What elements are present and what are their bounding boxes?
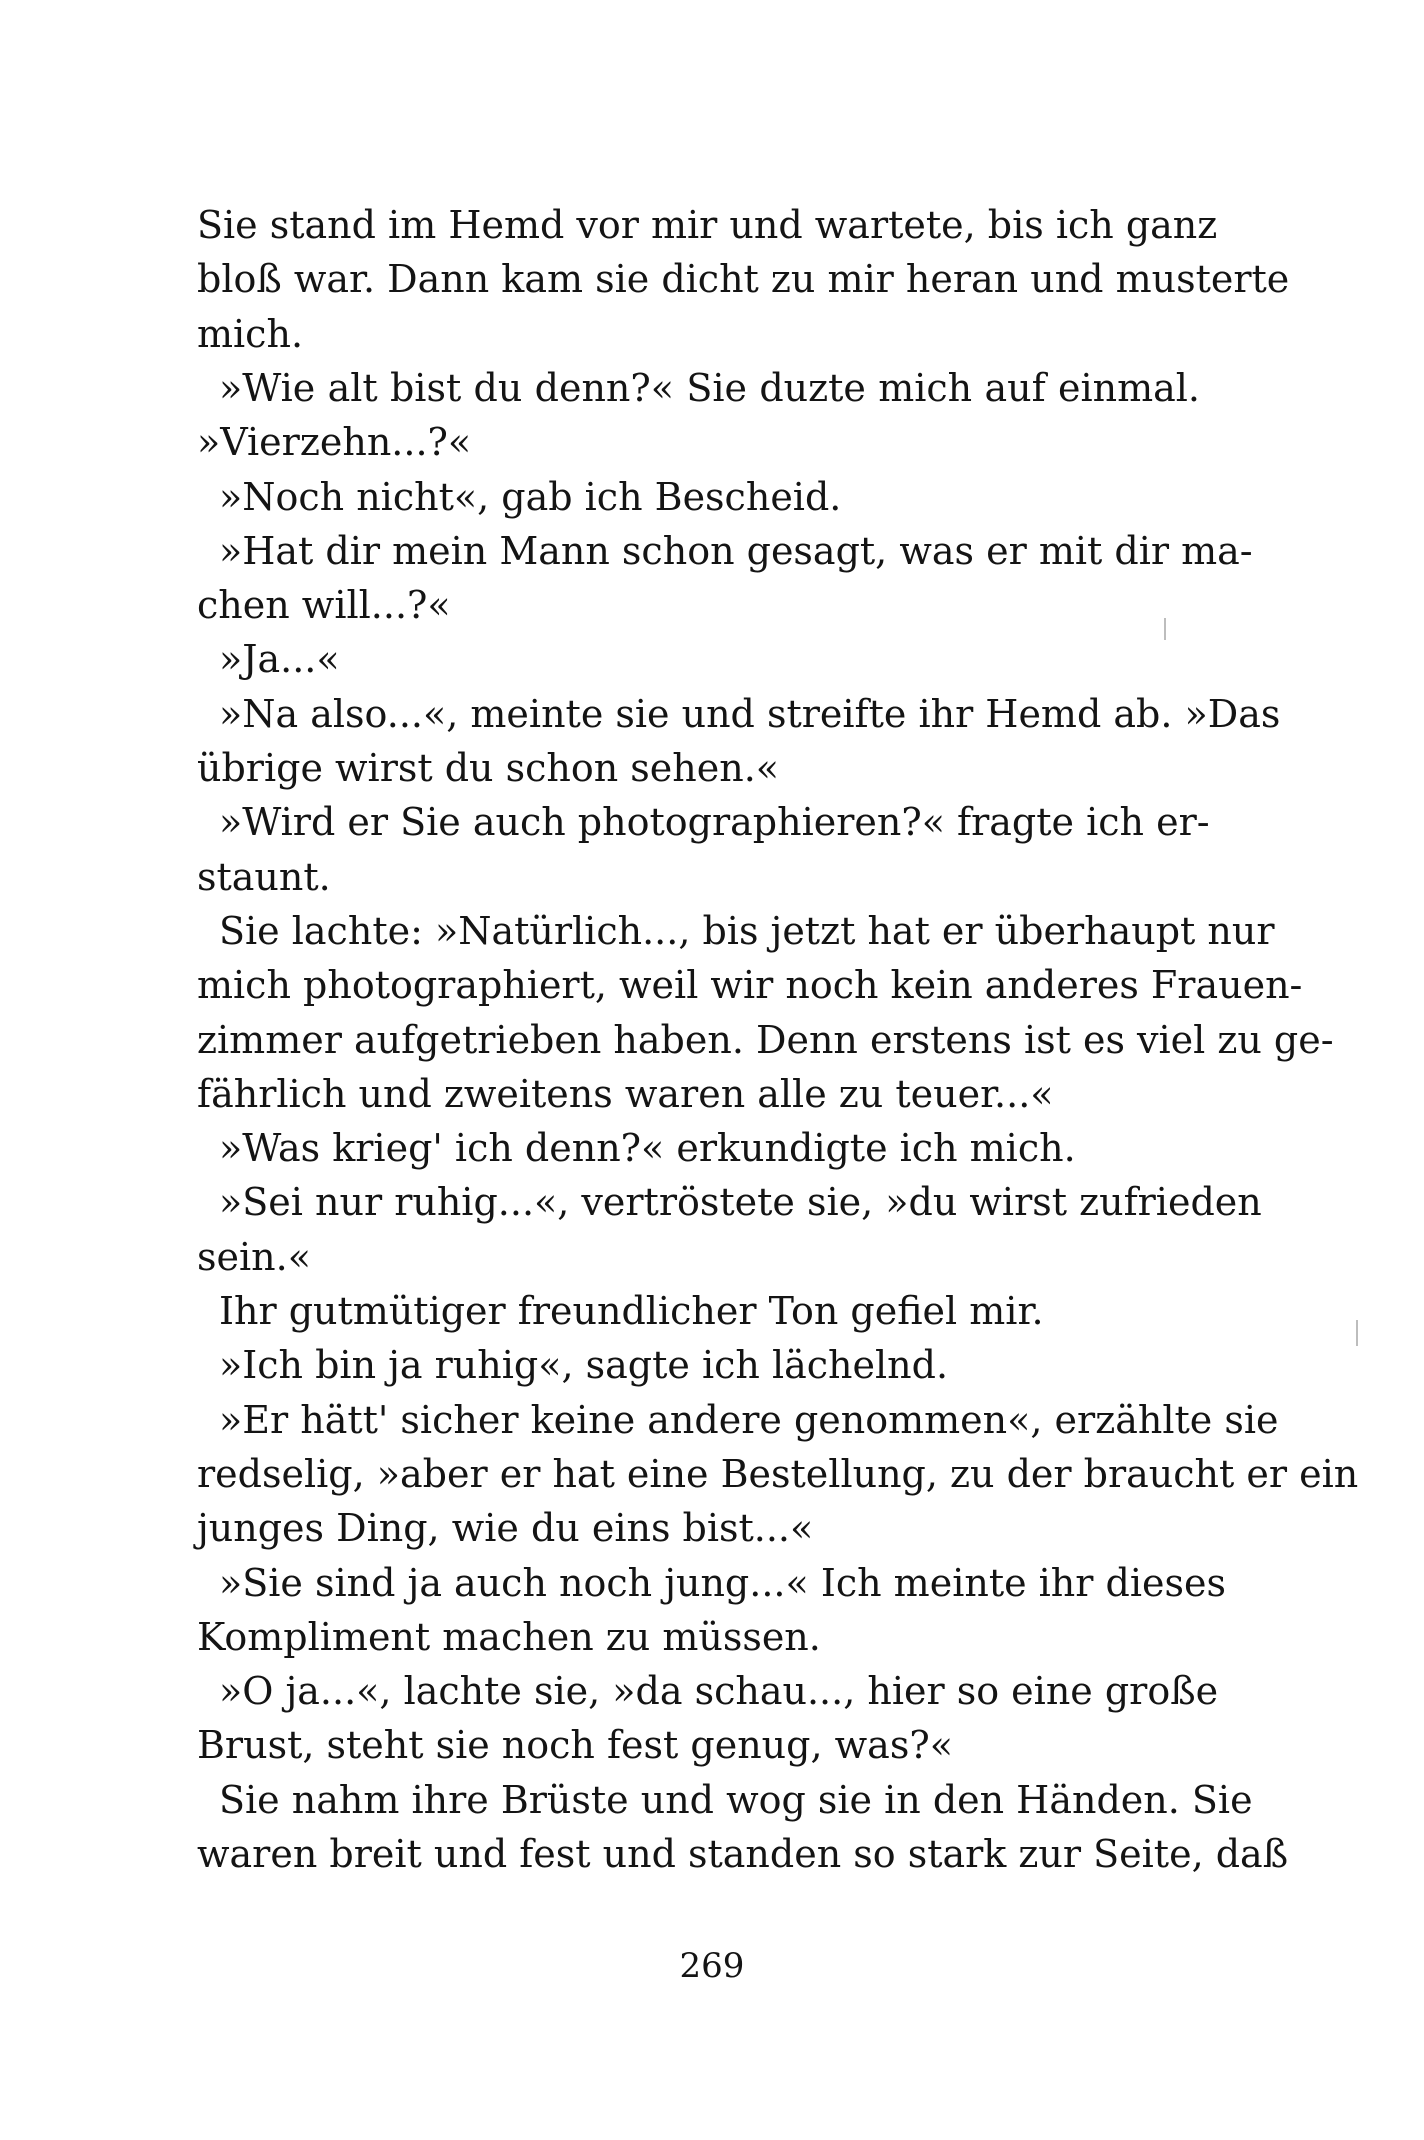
text-line: »Sie sind ja auch noch jung...« Ich meinte ihr dieses xyxy=(219,1560,1226,1605)
text-line: »O ja...«, lachte sie, »da schau..., hier so eine große xyxy=(219,1669,1219,1714)
text-line: chen will...?« xyxy=(197,583,451,628)
text-line: »Na also...«, meinte sie und streifte ihr Hemd ab. »Das xyxy=(219,691,1281,736)
text-line: mich photographiert, weil wir noch kein anderes Frauen- xyxy=(197,963,1303,1008)
text-line: Brust, steht sie noch fest genug, was?« xyxy=(197,1723,953,1768)
text-line: Sie stand im Hemd vor mir und wartete, bis ich ganz xyxy=(197,203,1218,247)
text-line: »Sei nur ruhig...«, vertröstete sie, »du wirst zufrieden xyxy=(219,1180,1262,1225)
scan-speck xyxy=(1164,618,1166,640)
text-line: staunt. xyxy=(197,854,331,899)
text-line: übrige wirst du schon sehen.« xyxy=(197,746,780,790)
text-line: »Was krieg' ich denn?« erkundigte ich mich. xyxy=(219,1126,1076,1171)
text-line: zimmer aufgetrieben haben. Denn erstens ist es viel zu ge- xyxy=(197,1017,1334,1062)
text-line: Kompliment machen zu müssen. xyxy=(197,1614,821,1659)
text-line: Sie nahm ihre Brüste und wog sie in den Händen. Sie xyxy=(219,1777,1253,1822)
text-line: »Wird er Sie auch photographieren?« fragte ich er- xyxy=(219,800,1210,845)
text-line: fährlich und zweitens waren alle zu teuer...« xyxy=(197,1071,1054,1116)
text-line: redselig, »aber er hat eine Bestellung, zu der braucht er ein xyxy=(197,1451,1359,1496)
text-line: waren breit und fest und standen so stark zur Seite, daß xyxy=(197,1832,1289,1876)
text-line: »Noch nicht«, gab ich Bescheid. xyxy=(219,474,842,519)
text-line: »Hat dir mein Mann schon gesagt, was er mit dir ma- xyxy=(219,528,1253,573)
text-line: »Er hätt' sicher keine andere genommen«, erzählte sie xyxy=(219,1397,1279,1442)
text-line: »Wie alt bist du denn?« Sie duzte mich auf einmal. xyxy=(219,365,1200,410)
text-line: mich. xyxy=(197,311,304,356)
text-line: »Vierzehn...?« xyxy=(197,420,472,465)
scan-speck xyxy=(1356,1320,1358,1346)
text-line: Sie lachte: »Natürlich..., bis jetzt hat er überhaupt nur xyxy=(219,908,1275,953)
text-line: bloß war. Dann kam sie dicht zu mir heran und musterte xyxy=(197,257,1290,302)
text-line: sein.« xyxy=(197,1234,311,1279)
text-line: junges Ding, wie du eins bist...« xyxy=(197,1506,814,1551)
text-line: Ihr gutmütiger freundlicher Ton gefiel mir. xyxy=(219,1289,1044,1333)
page-number: 269 xyxy=(679,1946,745,1986)
text-line: »Ja...« xyxy=(219,637,340,682)
text-line: »Ich bin ja ruhig«, sagte ich lächelnd. xyxy=(219,1343,949,1388)
